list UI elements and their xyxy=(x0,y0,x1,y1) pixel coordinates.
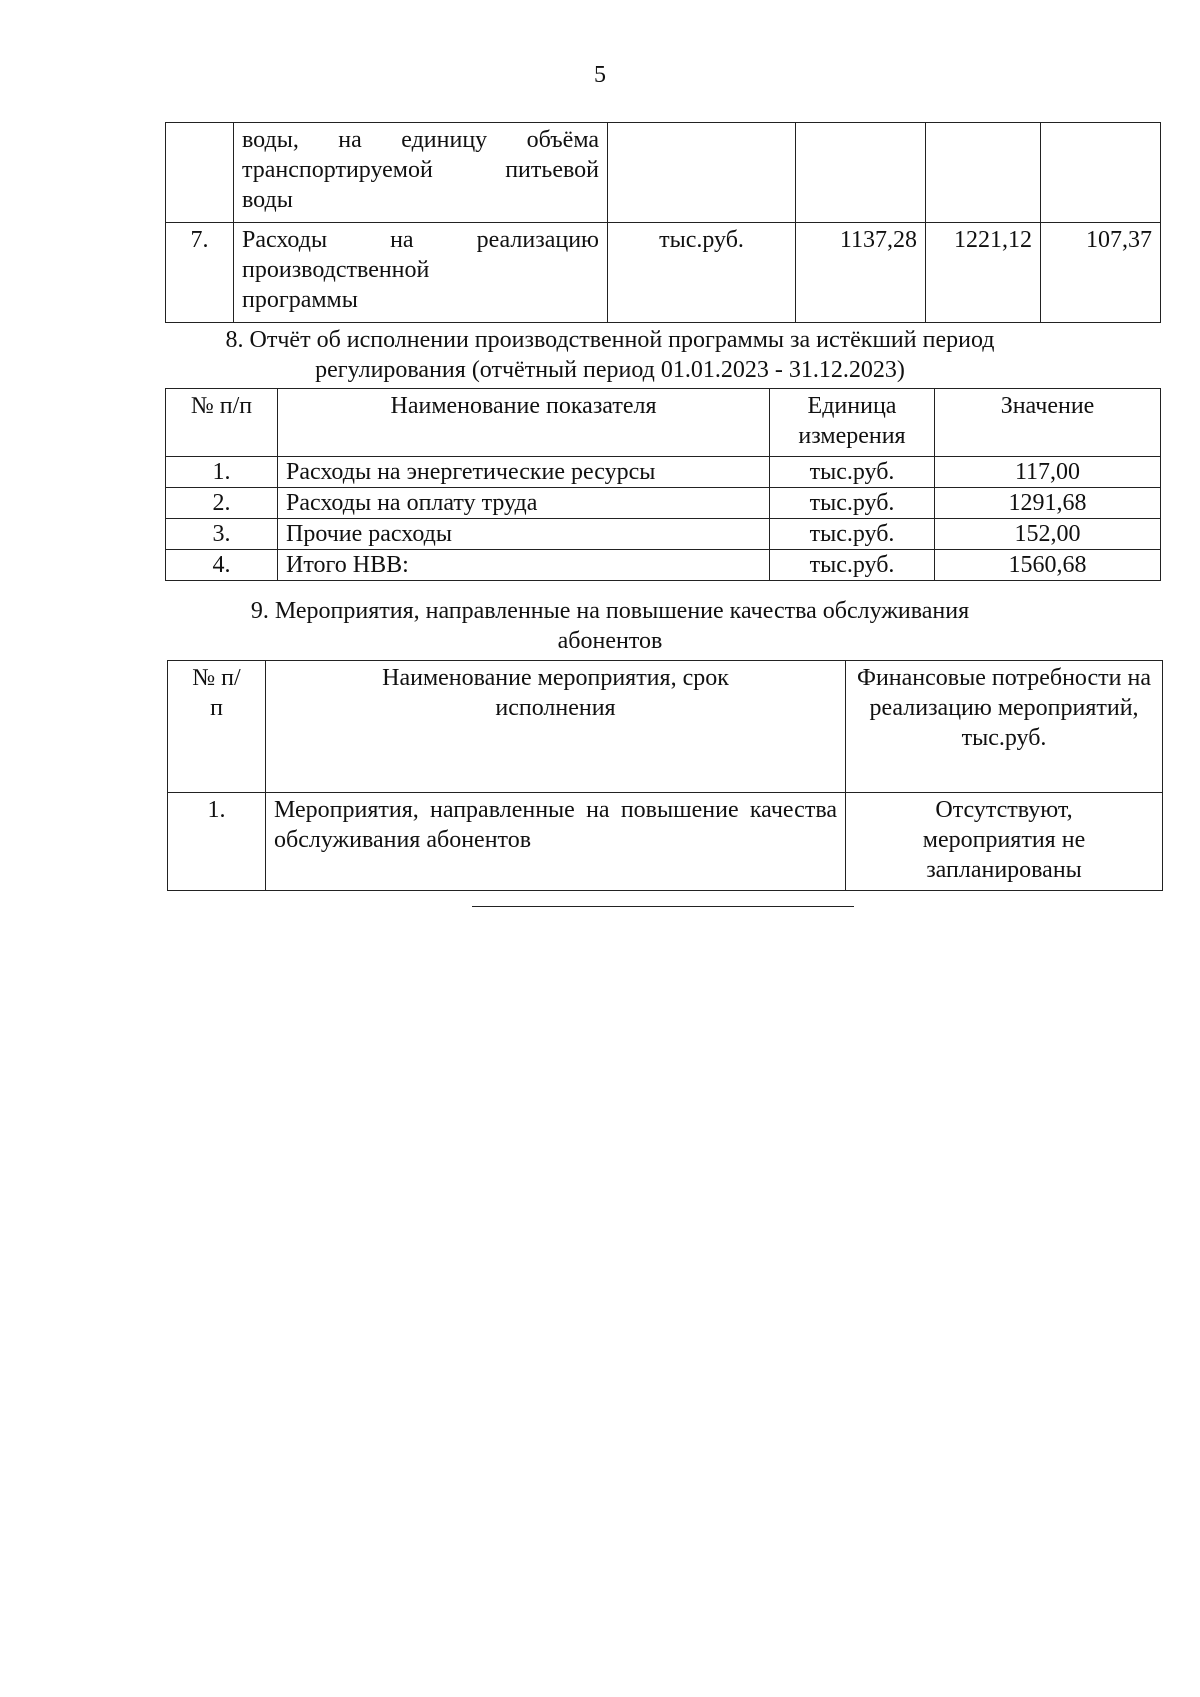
name-line: воды, на единицу объёма xyxy=(242,127,599,153)
unit-cell: тыс.руб. xyxy=(608,223,796,323)
row-number-cell: 1. xyxy=(168,793,266,891)
row-number-cell: 2. xyxy=(166,488,278,519)
row-number-cell: 4. xyxy=(166,550,278,581)
indicator-name-cell xyxy=(234,123,608,223)
value-cell: 107,37 xyxy=(1041,223,1161,323)
continuation-table xyxy=(165,122,1161,323)
header-name: Наименование показателя xyxy=(278,389,770,457)
name-line: производственной xyxy=(242,257,430,283)
value-cell: 1560,68 xyxy=(935,550,1161,581)
title-line: регулирования (отчётный период 01.01.2023 - 31.12.2023) xyxy=(315,357,905,383)
header-value: Значение xyxy=(935,389,1161,457)
row-number-cell: 1. xyxy=(166,457,278,488)
table-row xyxy=(166,488,1161,519)
table-row xyxy=(168,793,1163,891)
name-line: воды xyxy=(242,187,293,213)
value-cell: 1291,68 xyxy=(935,488,1161,519)
value-cell xyxy=(926,123,1041,223)
table-header-row xyxy=(168,661,1163,793)
name-line: транспортируемой питьевой xyxy=(242,157,599,183)
header-finance: Финансовые потребности на реализацию мероприятий, тыс.руб. xyxy=(846,661,1163,793)
row-number-cell: 3. xyxy=(166,519,278,550)
row-number-cell: 7. xyxy=(166,223,234,323)
unit-cell xyxy=(608,123,796,223)
indicator-name-cell: Расходы на оплату труда xyxy=(278,488,770,519)
table-row xyxy=(166,550,1161,581)
name-line: Расходы на реализацию xyxy=(242,227,599,253)
value-cell xyxy=(796,123,926,223)
value-cell: 1221,12 xyxy=(926,223,1041,323)
unit-cell: тыс.руб. xyxy=(770,519,935,550)
table-row xyxy=(166,457,1161,488)
table-row xyxy=(166,123,1161,223)
header-num: № п/п xyxy=(168,661,266,793)
table-row xyxy=(166,519,1161,550)
indicator-name-cell: Итого НВВ: xyxy=(278,550,770,581)
unit-cell: тыс.руб. xyxy=(770,457,935,488)
indicator-name-cell: Прочие расходы xyxy=(278,519,770,550)
section-9-title xyxy=(150,596,1070,656)
indicator-name-cell: Расходы на энергетические ресурсы xyxy=(278,457,770,488)
title-line: 9. Мероприятия, направленные на повышение качества обслуживания xyxy=(250,598,970,624)
value-cell: 1137,28 xyxy=(796,223,926,323)
table-header-row xyxy=(166,389,1161,457)
production-program-report-table xyxy=(165,388,1161,581)
value-cell: 117,00 xyxy=(935,457,1161,488)
header-name: Наименование мероприятия, срок исполнения xyxy=(266,661,846,793)
name-line: программы xyxy=(242,287,358,313)
section-8-title xyxy=(150,325,1070,385)
measure-name-cell: Мероприятия, направленные на повышение качества обслуживания абонентов xyxy=(266,793,846,891)
value-cell: 152,00 xyxy=(935,519,1161,550)
title-line: 8. Отчёт об исполнении производственной программы за истёкший период xyxy=(225,327,995,353)
indicator-name-cell xyxy=(234,223,608,323)
end-rule xyxy=(472,906,854,907)
row-number-cell xyxy=(166,123,234,223)
unit-cell: тыс.руб. xyxy=(770,488,935,519)
unit-cell: тыс.руб. xyxy=(770,550,935,581)
page-number: 5 xyxy=(594,62,606,88)
value-cell xyxy=(1041,123,1161,223)
finance-cell: Отсутствуют, мероприятия не запланированы xyxy=(846,793,1163,891)
header-num: № п/п xyxy=(166,389,278,457)
table-row xyxy=(166,223,1161,323)
header-unit: Единица измерения xyxy=(770,389,935,457)
service-quality-measures-table xyxy=(167,660,1163,891)
title-line: абонентов xyxy=(557,628,663,654)
